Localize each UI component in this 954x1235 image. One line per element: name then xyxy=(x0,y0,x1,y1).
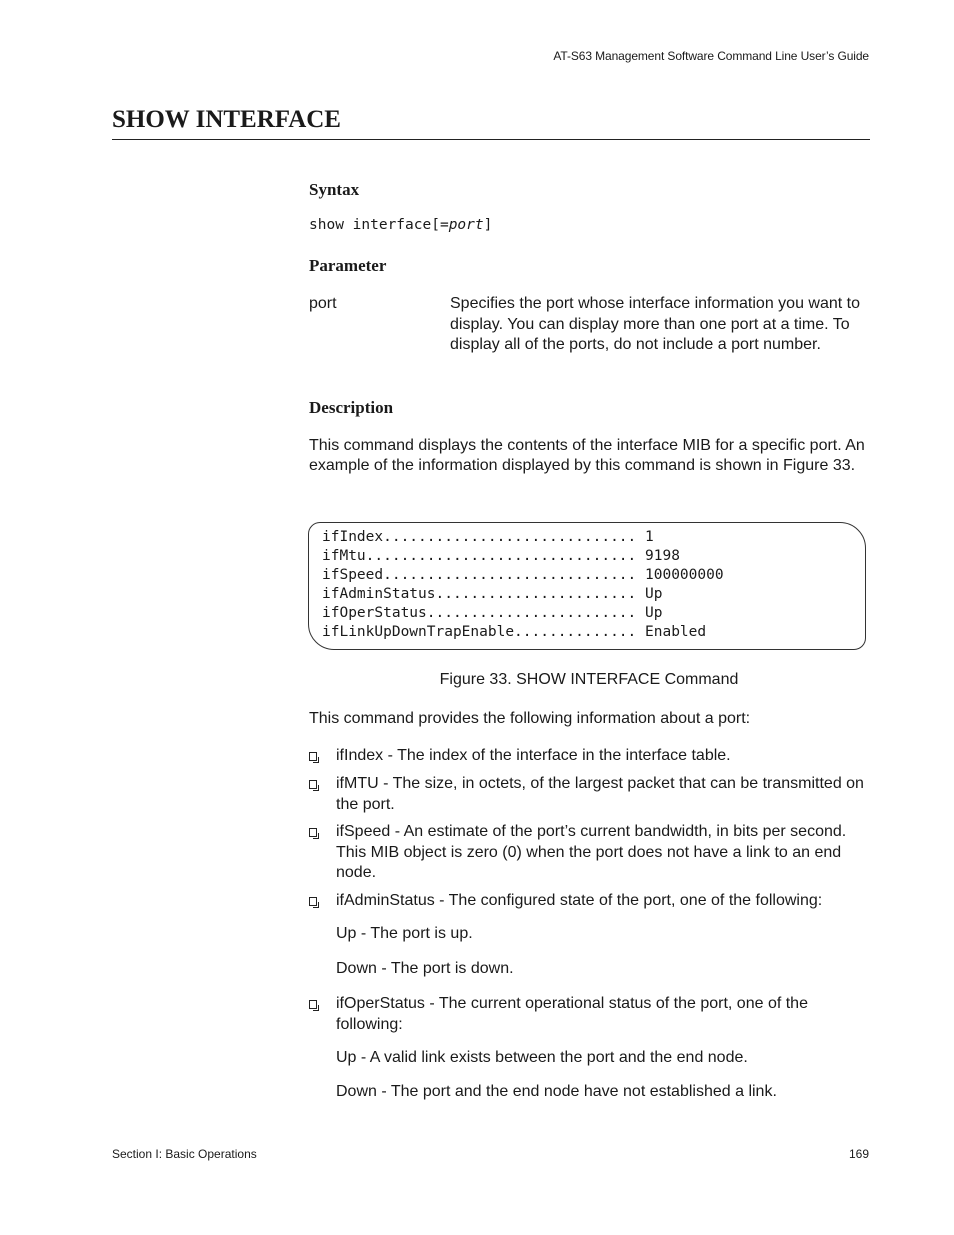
admin-value-up: Up - The port is up. xyxy=(336,925,473,942)
mib-row-ifmtu: ifMtu............................... 9198 xyxy=(322,548,680,564)
description-heading: Description xyxy=(309,398,394,417)
bullet-text: ifAdminStatus - The configured state of the port, one of the following: xyxy=(336,892,823,909)
checkbox-bullet-icon xyxy=(309,1000,317,1009)
admin-value-down: Down - The port is down. xyxy=(336,960,514,977)
mib-row-ifoperstatus: ifOperStatus........................ Up xyxy=(322,605,663,621)
bullet-ifadminstatus xyxy=(309,891,869,912)
page-title: SHOW INTERFACE xyxy=(112,106,341,133)
oper-value-up: Up - A valid link exists between the port and the end node. xyxy=(336,1049,748,1066)
syntax-close: ] xyxy=(483,217,493,233)
running-header: AT-S63 Management Software Command Line User’s Guide xyxy=(553,49,869,63)
figure-caption: Figure 33. SHOW INTERFACE Command xyxy=(439,671,739,688)
bullet-ifindex xyxy=(309,746,869,767)
mib-output xyxy=(322,528,724,642)
syntax-command-text: show interface[= xyxy=(309,217,449,233)
bullet-ifspeed xyxy=(309,822,869,884)
checkbox-bullet-icon xyxy=(309,752,317,761)
bullet-text: ifSpeed - An estimate of the port’s current bandwidth, in bits per second. This MIB object is zero (0) when the port does not have a link to an end node. xyxy=(336,823,847,881)
footer-section: Section I: Basic Operations xyxy=(112,1147,257,1161)
figure-33-box xyxy=(308,522,866,650)
title-rule xyxy=(112,139,870,140)
syntax-heading: Syntax xyxy=(309,180,360,199)
syntax-command xyxy=(309,217,492,233)
page-number: 169 xyxy=(848,1147,869,1161)
checkbox-bullet-icon xyxy=(309,780,317,789)
bullet-ifmtu xyxy=(309,774,869,815)
parameter-description: Specifies the port whose interface information you want to display. You can display more than one port at a time. To display all of the ports, do not include a port number. xyxy=(450,295,860,353)
syntax-param: port xyxy=(448,217,484,233)
bullet-ifoperstatus xyxy=(309,994,869,1035)
parameter-heading: Parameter xyxy=(309,256,387,275)
info-intro: This command provides the following information about a port: xyxy=(309,710,751,727)
mib-row-ifindex: ifIndex............................. 1 xyxy=(322,529,654,545)
mib-row-iflinkupdowntrapenable: ifLinkUpDownTrapEnable.............. Enabled xyxy=(322,624,707,640)
checkbox-bullet-icon xyxy=(309,828,317,837)
bullet-text: ifIndex - The index of the interface in the interface table. xyxy=(336,747,731,764)
oper-value-down: Down - The port and the end node have not established a link. xyxy=(336,1083,777,1100)
description-text: This command displays the contents of the interface MIB for a specific port. An example of the information displayed by this command is shown in Figure 33. xyxy=(309,437,865,474)
parameter-name: port xyxy=(309,295,337,312)
mib-row-ifspeed: ifSpeed............................. 100000000 xyxy=(322,567,724,583)
bullet-text: ifMTU - The size, in octets, of the largest packet that can be transmitted on the port. xyxy=(336,775,864,813)
bullet-text: ifOperStatus - The current operational status of the port, one of the following: xyxy=(336,995,808,1033)
mib-row-ifadminstatus: ifAdminStatus....................... Up xyxy=(322,586,663,602)
checkbox-bullet-icon xyxy=(309,897,317,906)
